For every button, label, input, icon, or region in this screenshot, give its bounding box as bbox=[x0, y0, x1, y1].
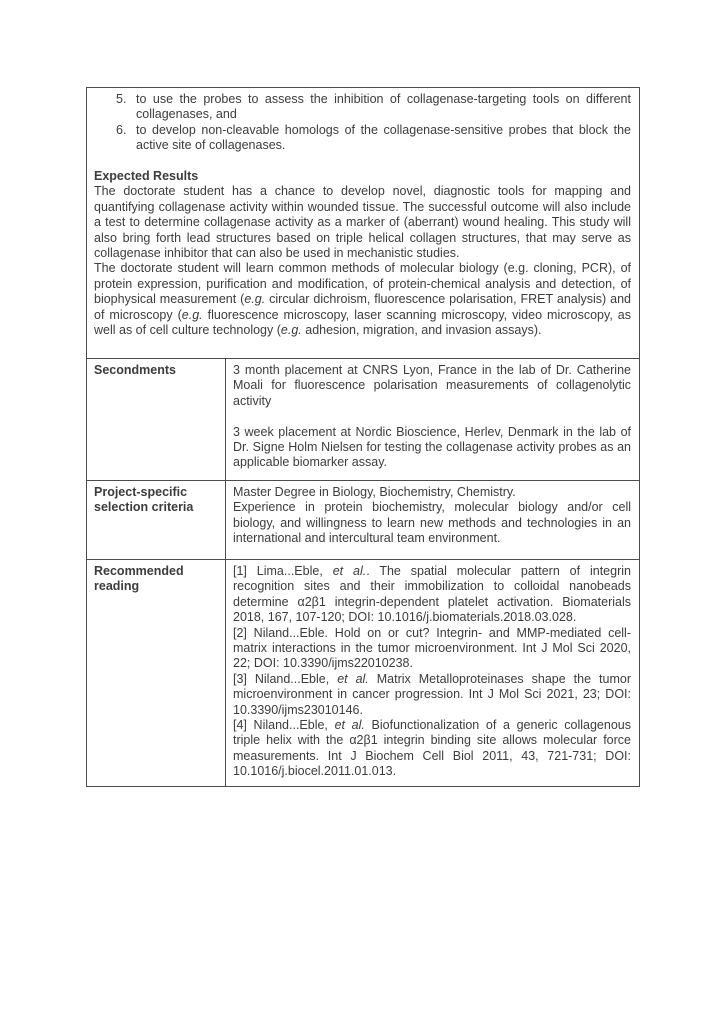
reference-4: [4] Niland...Eble, et al. Biofunctionalization of a generic collagenous triple helix with the α2β1 integrin binding site allows molecular force measurements. Int J Biochem Cell Biol 2011, 43, 721-731; DOI: 10.1016/j.biocel.2011.01.013. bbox=[233, 718, 631, 779]
secondments-label: Secondments bbox=[94, 363, 176, 377]
list-item-text: to develop non-cleavable homologs of the collagenase-sensitive probes that block the active site of collagenases. bbox=[136, 122, 631, 153]
selection-criteria-label: Project-specific selection criteria bbox=[94, 485, 194, 515]
reference-1: [1] Lima...Eble, et al.. The spatial molecular pattern of integrin recognition sites and their immobilization to colloidal nanobeads determine α2β1 integrin-dependent platelet activation. Biomaterials 2018, 167, 107-120; DOI: 10.1016/j.biomaterials.2018.03.028. bbox=[233, 564, 631, 625]
secondment-placement-1: 3 month placement at CNRS Lyon, France in the lab of Dr. Catherine Moali for fluorescence polarisation measurements of collagenolytic activity bbox=[233, 363, 631, 408]
recommended-reading-label-cell bbox=[87, 560, 226, 786]
secondments-content-cell bbox=[226, 359, 639, 480]
expected-results-heading: Expected Results bbox=[94, 169, 199, 184]
secondment-placement-2: 3 week placement at Nordic Bioscience, Herlev, Denmark in the lab of Dr. Signe Holm Nielsen for testing the collagenase activity probes as an applicable biomarker assay. bbox=[233, 424, 631, 470]
table-row-selection-criteria bbox=[87, 480, 639, 559]
objective-item-6 bbox=[116, 123, 631, 154]
list-number: 6. bbox=[116, 122, 127, 137]
secondments-label-cell bbox=[87, 359, 226, 480]
table-row-recommended-reading bbox=[87, 559, 639, 786]
table-row-secondments bbox=[87, 358, 639, 480]
expected-results-paragraph-1: The doctorate student has a chance to develop novel, diagnostic tools for mapping and quantifying collagenase activity within wounded tissue. The successful outcome will also include a test to determine collagenase activity as a marker of (aberrant) wound healing. This study will also bring forth lead structures based on triple helical collagen structures, that may serve as collagenase inhibitor that can also be used in mechanistic studies. bbox=[94, 184, 631, 261]
recommended-reading-content-cell bbox=[226, 560, 639, 786]
selection-criteria-content-cell bbox=[226, 481, 639, 559]
reference-3: [3] Niland...Eble, et al. Matrix Metalloproteinases shape the tumor microenvironment in cancer progression. Int J Mol Sci 2021, 23; DOI: 10.3390/ijms23010146. bbox=[233, 671, 631, 717]
selection-criteria-experience: Experience in protein biochemistry, molecular biology and/or cell biology, and willingness to learn new methods and technologies in an international and intercultural team environment. bbox=[233, 500, 631, 546]
recommended-reading-label: Recommended reading bbox=[94, 564, 184, 594]
expected-results-paragraph-2: The doctorate student will learn common methods of molecular biology (e.g. cloning, PCR), of protein expression, purification and modification, of protein-chemical analysis and detection, of biophysical measurement (e.g. circular dichroism, fluorescence polarisation, FRET analysis) and of microscopy (e.g. fluorescence microscopy, laser scanning microscopy, video microscopy, as well as of cell culture technology (e.g. adhesion, migration, and invasion assays). bbox=[94, 261, 631, 338]
selection-criteria-label-cell bbox=[87, 481, 226, 559]
list-number: 5. bbox=[116, 92, 127, 106]
selection-criteria-degree: Master Degree in Biology, Biochemistry, Chemistry. bbox=[233, 485, 516, 499]
objective-item-5 bbox=[116, 92, 631, 123]
paragraph-spacer bbox=[233, 409, 631, 424]
project-description-table bbox=[86, 87, 640, 787]
list-item-text: to use the probes to assess the inhibition of collagenase-targeting tools on different collagenases, and bbox=[136, 92, 631, 122]
objectives-and-expected-results-cell bbox=[87, 88, 639, 358]
objectives-list bbox=[116, 92, 631, 154]
reference-2: [2] Niland...Eble. Hold on or cut? Integrin- and MMP-mediated cell-matrix interactions in the tumor microenvironment. Int J Mol Sci 2020, 22; DOI: 10.3390/ijms22010238. bbox=[233, 625, 631, 671]
